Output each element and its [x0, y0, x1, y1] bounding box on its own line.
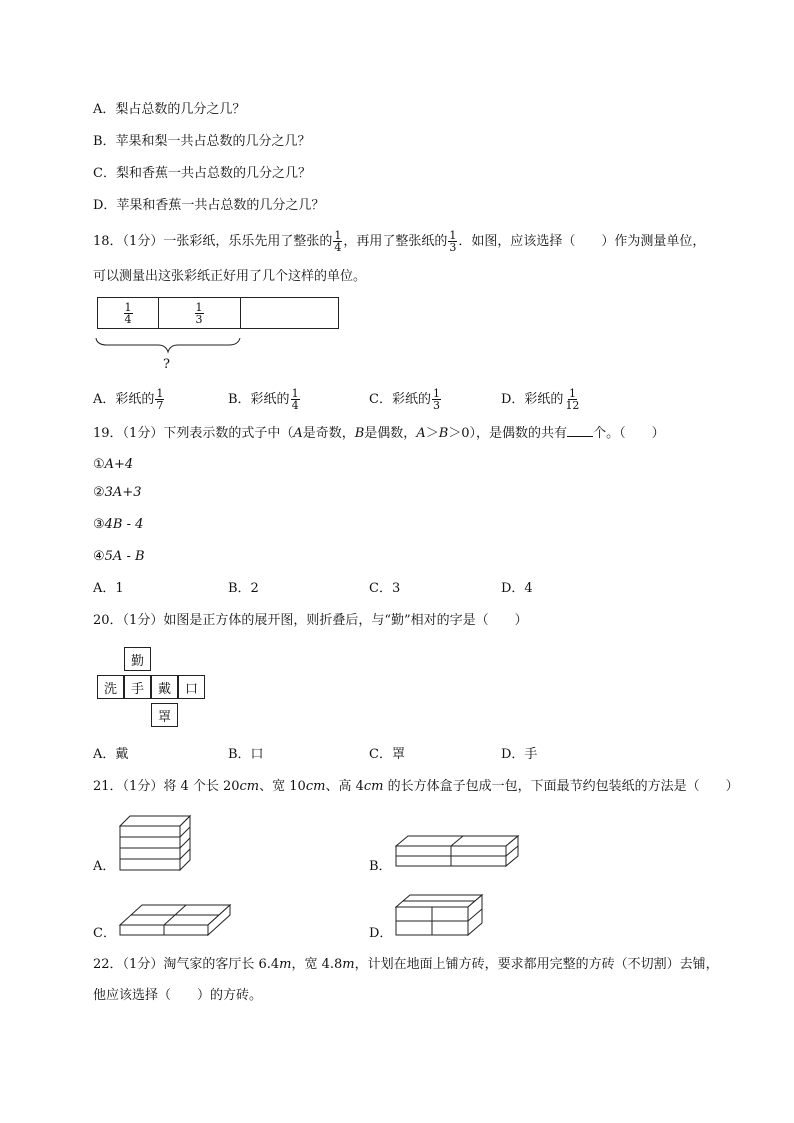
q20-option-d: D．手: [501, 747, 538, 762]
q18-brace-label: ?: [163, 357, 170, 372]
q19-option-d: D．4: [501, 581, 533, 596]
q18-option-b: B．彩纸的 $\frac{1}{4}$: [228, 387, 299, 412]
q18-option-c: C．彩纸的 $\frac{1}{3}$: [369, 387, 440, 412]
q21-option-c-figure: [118, 903, 234, 937]
net-cell-row-3: 戴: [151, 675, 178, 699]
q17-option-c: C．梨和香蕉一共占总数的几分之几？: [93, 166, 311, 181]
q19-option-a: A．1: [93, 581, 124, 596]
q21-option-a-label: A．: [93, 859, 116, 874]
net-cell-bottom: 罩: [151, 703, 178, 727]
q18-stem-mid: ，再用了整张纸的: [343, 234, 448, 249]
q20-option-b: B．口: [228, 747, 264, 762]
q21-option-d-figure: [394, 893, 484, 937]
q21-option-b-figure: [394, 834, 520, 868]
q21-option-a-figure: [118, 814, 194, 872]
net-cell-top: 勤: [124, 647, 151, 671]
q19-option-c: C．3: [369, 581, 401, 596]
q20-stem: 20．（1分）如图是正方体的展开图，则折叠后，与“勤”相对的字是（ ）: [93, 613, 528, 628]
q18-stem: [93, 230, 705, 253]
net-cell-row-1: 洗: [97, 675, 124, 699]
q18-fraction-2: $\frac{1}{3}$: [449, 229, 457, 254]
net-cell-row-2: 手: [124, 675, 151, 699]
q17-option-a: A．梨占总数的几分之几？: [93, 102, 246, 117]
q21-option-b-label: B．: [369, 859, 392, 874]
q22-stem-line2: 他应该选择（ ）的方砖。: [93, 988, 263, 1003]
q18-brace: [95, 336, 245, 356]
q18-stem-line2: 可以测量出这张彩纸正好用了几个这样的单位。: [93, 269, 367, 284]
q18-fraction-1: $\frac{1}{4}$: [334, 229, 342, 254]
q18-stem-prefix: 18．（1分）一张彩纸，乐乐先用了整张的: [93, 234, 333, 249]
q20-option-c: C．罩: [369, 747, 405, 762]
q18-strip: [97, 297, 339, 329]
q21-option-d-label: D．: [369, 926, 393, 941]
q19-stem: 19．（1分）下列表示数的式子中（A是奇数，B是偶数，A＞B＞0），是偶数的共有 个。（ ）: [93, 426, 665, 441]
q18-strip-cell-quarter: $\frac{1}{4}$: [98, 298, 159, 328]
q19-option-b: B．2: [228, 581, 259, 596]
q21-stem: 21．（1分）将 4 个长 20cm、宽 10cm、高 4cm 的长方体盒子包成一包，下面最节约包装纸的方法是（ ）: [93, 779, 739, 794]
q22-stem: 22．（1分）淘气家的客厅长 6.4m，宽 4.8m，计划在地面上铺方砖，要求都用完整的方砖（不切割）去铺，: [93, 957, 719, 972]
q19-item-2: ②3A+3: [93, 485, 142, 500]
q18-option-d: D．彩纸的 $\frac{1}{12}$: [501, 387, 580, 412]
q19-item-1: ①A+4: [93, 457, 134, 472]
q18-stem-suffix: ．如图，应该选择（ ）作为测量单位，: [458, 234, 706, 249]
q19-item-4: ④5A - B: [93, 549, 145, 564]
q19-answer-blank: [567, 424, 593, 437]
q21-option-c-label: C．: [93, 926, 116, 941]
q18-strip-cell-third: $\frac{1}{3}$: [158, 298, 241, 328]
q20-option-a: A．戴: [93, 747, 129, 762]
net-cell-row-4: 口: [178, 675, 205, 699]
q17-option-b: B．苹果和梨一共占总数的几分之几？: [93, 134, 311, 149]
q17-option-d: D．苹果和香蕉一共占总数的几分之几？: [93, 198, 325, 213]
q20-cube-net: [97, 647, 213, 729]
q19-item-3: ③4B - 4: [93, 517, 144, 532]
q18-option-a: A．彩纸的 $\frac{1}{7}$: [93, 387, 164, 412]
